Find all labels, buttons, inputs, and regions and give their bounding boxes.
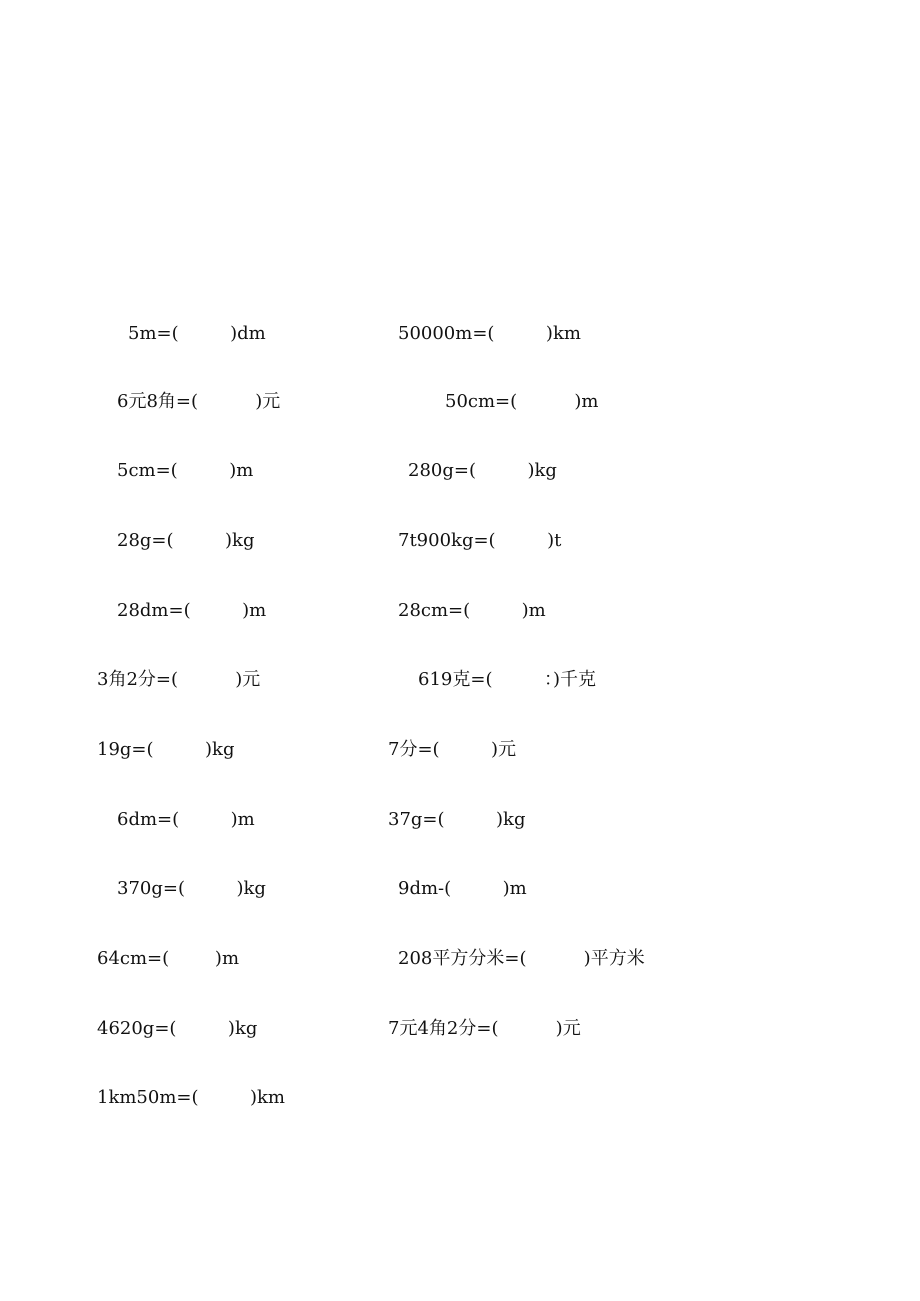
exercise-right: 7t900kg=( )t (398, 530, 562, 551)
exercise-right: 280g=( )kg (408, 460, 557, 481)
exercise-left: 4620g=( )kg (97, 1018, 258, 1039)
exercise-right: 50000m=( )km (398, 323, 581, 344)
exercise-right: 9dm-( )m (398, 878, 527, 899)
exercise-left: 6dm=( )m (117, 809, 255, 830)
exercise-right: 7元4角2分=( )元 (388, 1018, 581, 1039)
exercise-left: 6元8角=( )元 (117, 391, 281, 412)
exercise-left: 64cm=( )m (97, 948, 240, 969)
exercise-left: 28g=( )kg (117, 530, 255, 551)
exercise-left: 28dm=( )m (117, 600, 267, 621)
exercise-right: 208平方分米=( )平方米 (398, 948, 645, 969)
exercise-left: 3角2分=( )元 (97, 669, 261, 690)
exercise-left: 370g=( )kg (117, 878, 266, 899)
exercise-right: 37g=( )kg (388, 809, 526, 830)
exercise-right: 619克=( ：)千克 (418, 669, 596, 690)
exercise-left: 1km50m=( )km (97, 1087, 285, 1108)
exercise-left: 19g=( )kg (97, 739, 235, 760)
exercise-left: 5cm=( )m (117, 460, 254, 481)
exercise-right: 50cm=( )m (445, 391, 599, 412)
exercise-right: 7分=( )元 (388, 739, 517, 760)
exercise-right: 28cm=( )m (398, 600, 546, 621)
exercise-left: 5m=( )dm (128, 323, 266, 344)
